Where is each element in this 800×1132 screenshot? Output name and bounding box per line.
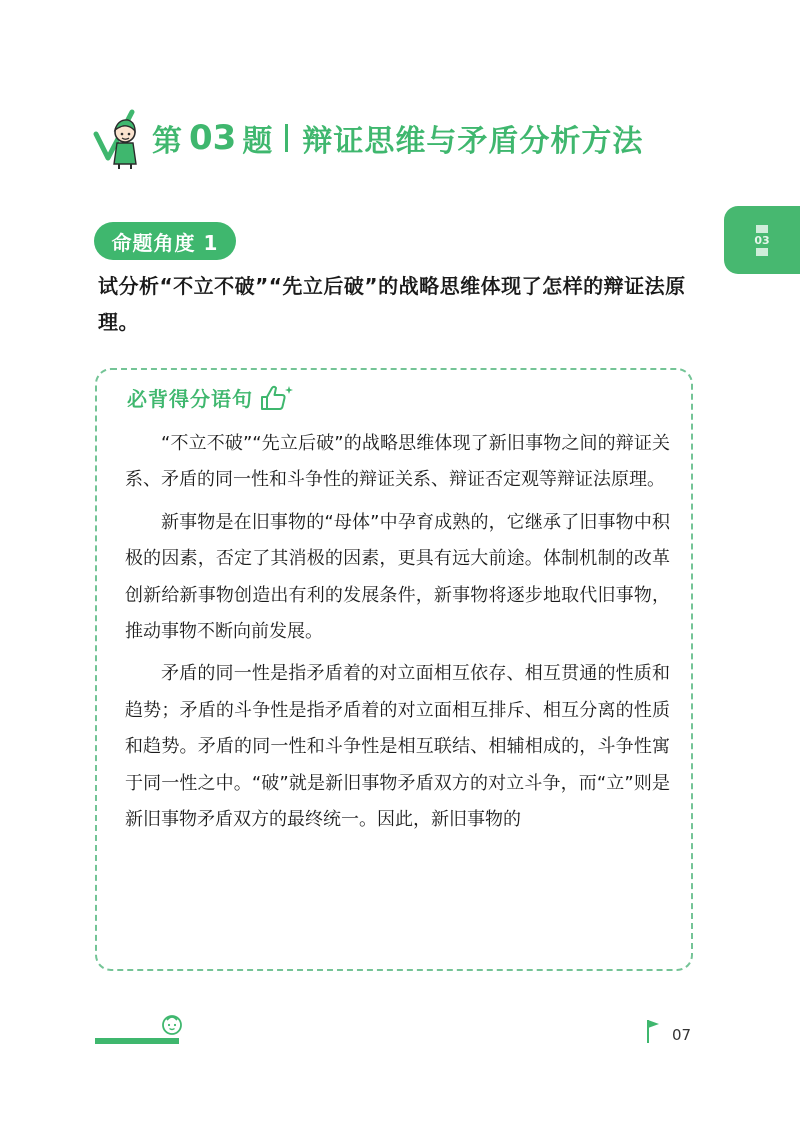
thumbs-up-icon [259,384,295,412]
footer-bar [95,1038,179,1044]
answer-heading [127,383,295,412]
answer-body [125,426,670,844]
answer-paragraph: 新事物是在旧事物的“母体”中孕育成熟的，它继承了旧事物中积极的因素，否定了其消极的因素，更具有远大前途。体制机制的改革创新给新事物创造出有利的发展条件，新事物将逐步地取代旧事物，推动事物不断向前发展。 [125,511,670,643]
smiley-face-icon [160,1012,184,1036]
flag-icon [645,1018,661,1044]
side-tab-mark [756,225,768,233]
side-tab-mark [756,248,768,256]
chapter-side-tab [724,206,800,274]
side-tab-number: 03 [754,233,770,247]
answer-box [95,368,693,971]
answer-heading-text: 必背得分语句 [127,387,253,411]
topic-angle-label: 命题角度 1 [94,222,236,260]
question-text: 试分析“不立不破”“先立后破”的战略思维体现了怎样的辩证法原理。 [98,274,686,334]
mascot-checkmark-icon [92,106,148,170]
title-topic: 辩证思维与矛盾分析方法 [302,124,644,159]
answer-paragraph: “不立不破”“先立后破”的战略思维体现了新旧事物之间的辩证关系、矛盾的同一性和斗争性的辩证关系、辩证否定观等辩证法原理。 [125,433,670,491]
page-number: 07 [672,1026,692,1044]
title-divider [285,124,288,152]
chapter-title [92,106,643,170]
title-suffix: 题 [242,124,274,159]
question-number: 03 [189,118,237,158]
title-prefix: 第 [152,124,183,159]
answer-paragraph: 矛盾的同一性是指矛盾着的对立面相互依存、相互贯通的性质和趋势；矛盾的斗争性是指矛盾着的对立面相互排斥、相互分离的性质和趋势。矛盾的同一性和斗争性是相互联结、相辅相成的，斗争性寓于同一性之中。“破”就是新旧事物矛盾双方的对立斗争，而“立”则是新旧事物矛盾双方的最终统一。因此，新旧事物的 [125,663,670,831]
